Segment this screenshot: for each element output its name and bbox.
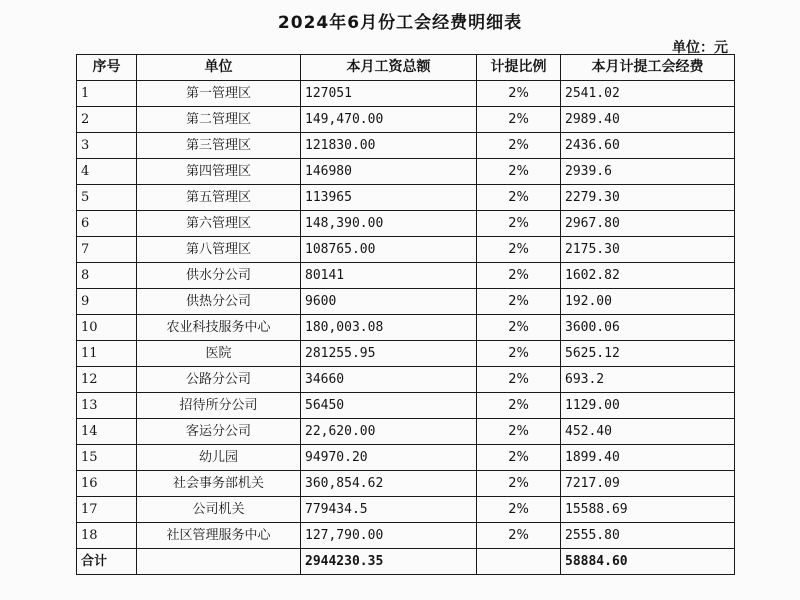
table-row: [77, 315, 735, 341]
row-wage-total: 108765.00: [301, 237, 477, 263]
row-union-fee: 2555.80: [561, 523, 735, 549]
row-wage-total: 180,003.08: [301, 315, 477, 341]
row-ratio: 2%: [477, 289, 561, 315]
row-wage-total: 34660: [301, 367, 477, 393]
row-seq: 4: [77, 159, 137, 185]
row-unit: 供水分公司: [137, 263, 301, 289]
row-union-fee: 1602.82: [561, 263, 735, 289]
row-union-fee: 15588.69: [561, 497, 735, 523]
table-row: [77, 393, 735, 419]
row-union-fee: 2436.60: [561, 133, 735, 159]
row-unit: 第五管理区: [137, 185, 301, 211]
row-ratio: 2%: [477, 471, 561, 497]
row-unit: 客运分公司: [137, 419, 301, 445]
row-ratio: 2%: [477, 367, 561, 393]
row-union-fee: 192.00: [561, 289, 735, 315]
row-wage-total: 127,790.00: [301, 523, 477, 549]
row-ratio: 2%: [477, 237, 561, 263]
row-unit: 第二管理区: [137, 107, 301, 133]
table-row: [77, 289, 735, 315]
table-row: [77, 445, 735, 471]
row-seq: 14: [77, 419, 137, 445]
total-wage: 2944230.35: [301, 549, 477, 575]
table-row: [77, 263, 735, 289]
row-union-fee: 1899.40: [561, 445, 735, 471]
row-unit: 农业科技服务中心: [137, 315, 301, 341]
row-seq: 10: [77, 315, 137, 341]
header-seq: 序号: [77, 55, 137, 81]
table-row: [77, 367, 735, 393]
header-union-fee: 本月计提工会经费: [561, 55, 735, 81]
row-wage-total: 779434.5: [301, 497, 477, 523]
row-union-fee: 452.40: [561, 419, 735, 445]
row-seq: 16: [77, 471, 137, 497]
row-unit: 招待所分公司: [137, 393, 301, 419]
row-union-fee: 2279.30: [561, 185, 735, 211]
table-row: [77, 107, 735, 133]
row-ratio: 2%: [477, 185, 561, 211]
row-wage-total: 94970.20: [301, 445, 477, 471]
row-union-fee: 3600.06: [561, 315, 735, 341]
row-seq: 11: [77, 341, 137, 367]
table-row: [77, 419, 735, 445]
row-unit: 第四管理区: [137, 159, 301, 185]
row-seq: 9: [77, 289, 137, 315]
row-ratio: 2%: [477, 341, 561, 367]
row-seq: 6: [77, 211, 137, 237]
row-ratio: 2%: [477, 133, 561, 159]
table-body: [77, 81, 735, 549]
row-wage-total: 121830.00: [301, 133, 477, 159]
total-union-fee: 58884.60: [561, 549, 735, 575]
row-ratio: 2%: [477, 81, 561, 107]
row-seq: 3: [77, 133, 137, 159]
row-wage-total: 148,390.00: [301, 211, 477, 237]
row-seq: 12: [77, 367, 137, 393]
table-row: [77, 81, 735, 107]
total-label: 合计: [77, 549, 137, 575]
unit-label: 单位：元: [672, 40, 728, 56]
row-seq: 18: [77, 523, 137, 549]
document-title: 2024年6月份工会经费明细表: [277, 13, 523, 33]
row-ratio: 2%: [477, 393, 561, 419]
row-wage-total: 127051: [301, 81, 477, 107]
row-ratio: 2%: [477, 211, 561, 237]
table-row: [77, 341, 735, 367]
row-union-fee: 2967.80: [561, 211, 735, 237]
row-ratio: 2%: [477, 419, 561, 445]
row-wage-total: 149,470.00: [301, 107, 477, 133]
row-seq: 5: [77, 185, 137, 211]
row-seq: 1: [77, 81, 137, 107]
row-unit: 第六管理区: [137, 211, 301, 237]
row-union-fee: 7217.09: [561, 471, 735, 497]
row-ratio: 2%: [477, 445, 561, 471]
total-ratio-cell: [477, 549, 561, 575]
union-fee-table: [76, 54, 735, 575]
row-unit: 第一管理区: [137, 81, 301, 107]
row-wage-total: 146980: [301, 159, 477, 185]
table-header-row: [77, 55, 735, 81]
row-ratio: 2%: [477, 523, 561, 549]
table-row: [77, 133, 735, 159]
row-unit: 第三管理区: [137, 133, 301, 159]
table-row: [77, 237, 735, 263]
row-wage-total: 80141: [301, 263, 477, 289]
row-wage-total: 281255.95: [301, 341, 477, 367]
row-ratio: 2%: [477, 159, 561, 185]
table-row: [77, 471, 735, 497]
row-unit: 供热分公司: [137, 289, 301, 315]
row-seq: 2: [77, 107, 137, 133]
table-row: [77, 159, 735, 185]
row-seq: 7: [77, 237, 137, 263]
row-wage-total: 113965: [301, 185, 477, 211]
header-wage-total: 本月工资总额: [301, 55, 477, 81]
header-ratio: 计提比例: [477, 55, 561, 81]
row-unit: 第八管理区: [137, 237, 301, 263]
row-unit: 公路分公司: [137, 367, 301, 393]
row-unit: 医院: [137, 341, 301, 367]
row-union-fee: 5625.12: [561, 341, 735, 367]
row-unit: 社会事务部机关: [137, 471, 301, 497]
row-union-fee: 1129.00: [561, 393, 735, 419]
row-ratio: 2%: [477, 107, 561, 133]
table-row: [77, 185, 735, 211]
row-ratio: 2%: [477, 263, 561, 289]
row-seq: 13: [77, 393, 137, 419]
table-row: [77, 497, 735, 523]
row-union-fee: 2175.30: [561, 237, 735, 263]
row-union-fee: 2989.40: [561, 107, 735, 133]
total-unit-cell: [137, 549, 301, 575]
row-unit: 幼儿园: [137, 445, 301, 471]
table-total-row: [77, 549, 735, 575]
row-wage-total: 56450: [301, 393, 477, 419]
row-wage-total: 22,620.00: [301, 419, 477, 445]
table-row: [77, 523, 735, 549]
row-unit: 社区管理服务中心: [137, 523, 301, 549]
row-ratio: 2%: [477, 497, 561, 523]
row-unit: 公司机关: [137, 497, 301, 523]
header-unit: 单位: [137, 55, 301, 81]
row-wage-total: 9600: [301, 289, 477, 315]
row-seq: 15: [77, 445, 137, 471]
row-wage-total: 360,854.62: [301, 471, 477, 497]
row-union-fee: 2939.6: [561, 159, 735, 185]
row-union-fee: 2541.02: [561, 81, 735, 107]
row-seq: 8: [77, 263, 137, 289]
row-ratio: 2%: [477, 315, 561, 341]
table-row: [77, 211, 735, 237]
row-seq: 17: [77, 497, 137, 523]
row-union-fee: 693.2: [561, 367, 735, 393]
